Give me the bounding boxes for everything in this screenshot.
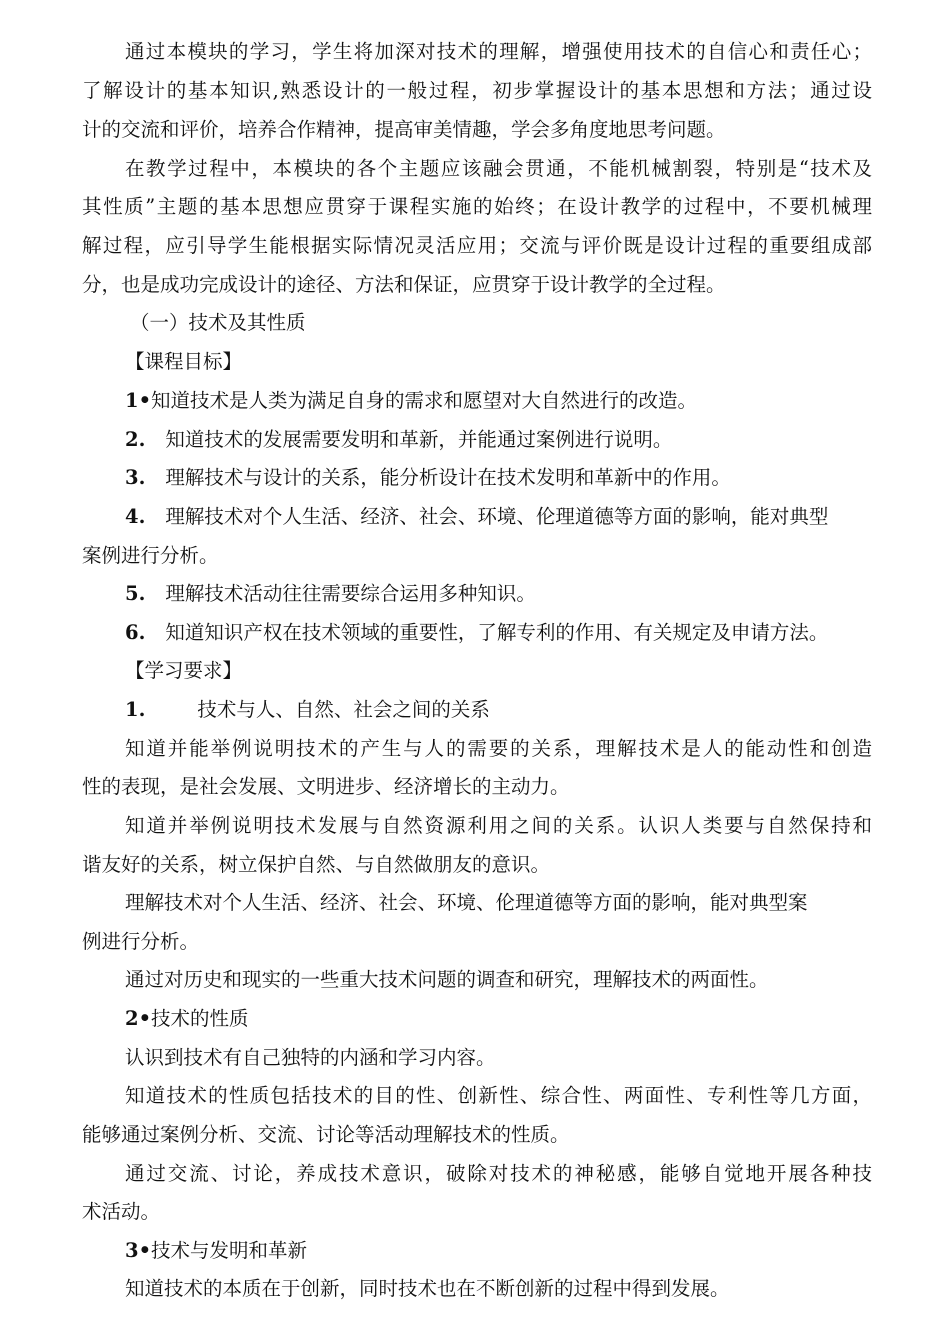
goal-item-1	[125, 389, 872, 413]
req-s1-p3-line2: 例进行分析。	[82, 930, 200, 953]
goal-item-2	[125, 428, 872, 452]
req-s1-p3-line1: 理解技术对个人生活、经济、社会、环境、伦理道德等方面的影响，能对典型案	[125, 891, 808, 914]
goal-text: 知道技术是人类为满足自身的需求和愿望对大自然进行的改造。	[151, 389, 698, 412]
req-s1-p1-line2: 性的表现，是社会发展、文明进步、经济增长的主动力。	[82, 775, 570, 798]
goal-item-4-line2: 案例进行分析。	[82, 544, 219, 567]
goal-item-6	[125, 621, 872, 645]
goal-number: 2.	[125, 428, 146, 451]
goal-item-5	[125, 582, 872, 606]
intro-p2-line1: 在教学过程中，本模块的各个主题应该融会贯通，不能机械割裂，特别是“技术及	[125, 157, 872, 180]
req-s1-p2-line2: 谐友好的关系，树立保护自然、与自然做朋友的意识。	[82, 853, 551, 876]
req-number: 2•	[125, 1007, 152, 1030]
req-s3-p1-line1: 知道技术的本质在于创新，同时技术也在不断创新的过程中得到发展。	[125, 1277, 730, 1300]
req-s2-title	[125, 1007, 872, 1031]
req-s1-p4-line1: 通过对历史和现实的一些重大技术问题的调查和研究，理解技术的两面性。	[125, 968, 769, 991]
goal-number: 3.	[125, 466, 146, 489]
req-number: 1.	[125, 698, 146, 721]
req-s2-p3-line1: 通过交流、讨论，养成技术意识，破除对技术的神秘感，能够自觉地开展各种技	[125, 1162, 872, 1185]
req-s1-p1-line1: 知道并能举例说明技术的产生与人的需要的关系，理解技术是人的能动性和创造	[125, 737, 872, 760]
intro-p1-line1: 通过本模块的学习，学生将加深对技术的理解，增强使用技术的自信心和责任心；	[125, 40, 872, 63]
req-s3-title	[125, 1239, 872, 1263]
req-s1-p2-line1: 知道并举例说明技术发展与自然资源利用之间的关系。认识人类要与自然保持和	[125, 814, 872, 837]
req-number: 3•	[125, 1239, 152, 1262]
req-s2-p2-line2: 能够通过案例分析、交流、讨论等活动理解技术的性质。	[82, 1123, 570, 1146]
goal-text: 理解技术活动往往需要综合运用多种知识。	[165, 582, 536, 605]
req-s2-p3-line2: 术活动。	[82, 1200, 161, 1223]
req-title: 技术与发明和革新	[151, 1239, 308, 1262]
intro-p2-line3: 解过程，应引导学生能根据实际情况灵活应用；交流与评价既是设计过程的重要组成部	[82, 234, 872, 257]
req-title: 技术与人、自然、社会之间的关系	[197, 698, 490, 721]
intro-p1-line2: 了解设计的基本知识,熟悉设计的一般过程，初步掌握设计的基本思想和方法；通过设	[82, 79, 872, 102]
req-title: 技术的性质	[151, 1007, 249, 1030]
req-s1-title	[125, 698, 872, 722]
goal-number: 6.	[125, 621, 146, 644]
req-s2-p2-line1: 知道技术的性质包括技术的目的性、创新性、综合性、两面性、专利性等几方面，	[125, 1084, 872, 1107]
goal-number: 4.	[125, 505, 146, 528]
req-s2-p1-line1: 认识到技术有自己独特的内涵和学习内容。	[125, 1046, 496, 1069]
goal-text: 理解技术对个人生活、经济、社会、环境、伦理道德等方面的影响，能对典型	[165, 505, 829, 528]
section-title: （一）技术及其性质	[130, 311, 306, 334]
goal-text: 理解技术与设计的关系，能分析设计在技术发明和革新中的作用。	[165, 466, 731, 489]
goal-item-3	[125, 466, 872, 490]
goal-item-4	[125, 505, 872, 529]
goal-text: 知道知识产权在技术领域的重要性，了解专利的作用、有关规定及申请方法。	[165, 621, 829, 644]
intro-p2-line4: 分，也是成功完成设计的途径、方法和保证，应贯穿于设计教学的全过程。	[82, 273, 726, 296]
intro-p1-line3: 计的交流和评价，培养合作精神，提高审美情趣，学会多角度地思考问题。	[82, 118, 726, 141]
goal-text: 知道技术的发展需要发明和革新，并能通过案例进行说明。	[165, 428, 673, 451]
intro-p2-line2: 其性质”主题的基本思想应贯穿于课程实施的始终；在设计教学的过程中，不要机械理	[82, 195, 872, 218]
goals-heading: 【课程目标】	[125, 350, 243, 373]
goal-number: 1•	[125, 389, 152, 412]
goal-number: 5.	[125, 582, 146, 605]
requirements-heading: 【学习要求】	[125, 659, 243, 682]
